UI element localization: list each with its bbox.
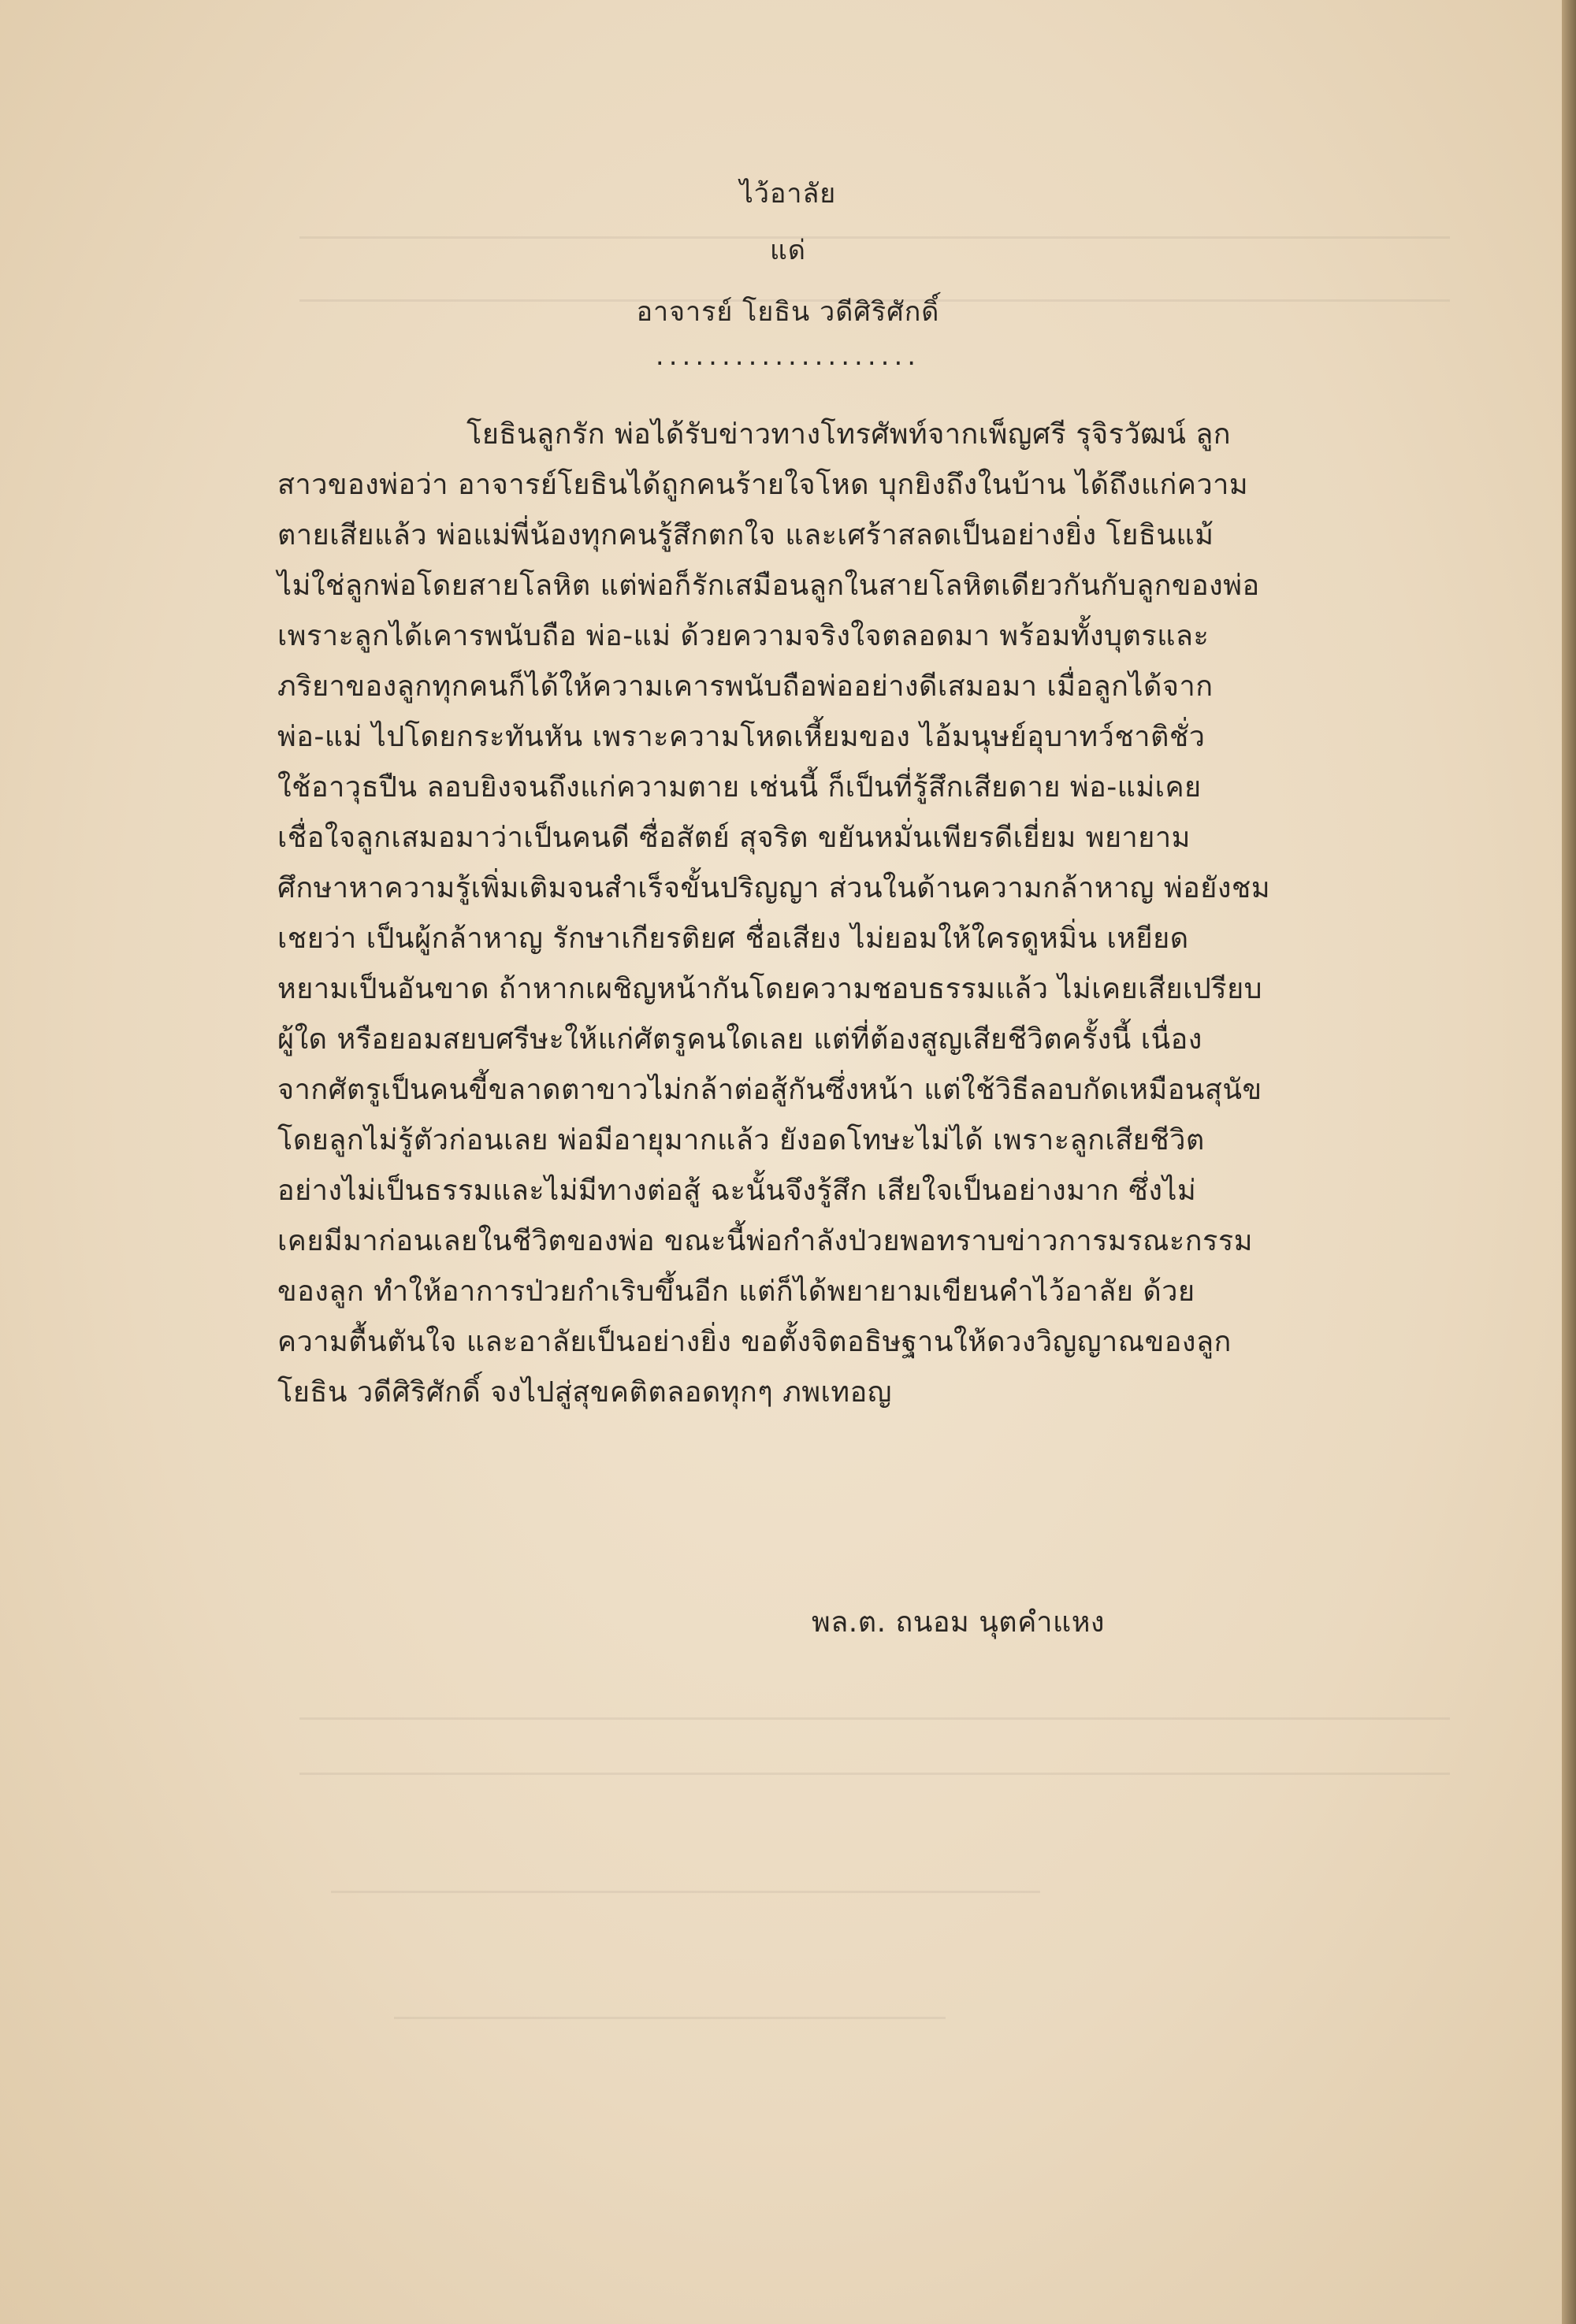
page-edge <box>1562 0 1576 2324</box>
bleed-through-line <box>299 1773 1450 1775</box>
body-line: ความตื้นตันใจ และอาลัยเป็นอย่างยิ่ง ขอตั้งจิตอธิษฐานให้ดวงวิญญาณของลูก <box>277 1326 1232 1358</box>
body-line: โยธิน วดีศิริศักดิ์ จงไปสู่สุขคติตลอดทุกๆ ภพเทอญ <box>277 1376 892 1409</box>
bleed-through-line <box>331 1891 1040 1893</box>
body-line: พ่อ-แม่ ไปโดยกระทันหัน เพราะความโหดเหี้ยมของ ไอ้มนุษย์อุบาทว์ชาติชั่ว <box>277 721 1206 753</box>
body-line: ภริยาของลูกทุกคนก็ได้ให้ความเคารพนับถือพ่ออย่างดีเสมอมา เมื่อลูกได้จาก <box>277 670 1214 703</box>
body-line: ผู้ใด หรือยอมสยบศรีษะให้แก่ศัตรูคนใดเลย แต่ที่ต้องสูญเสียชีวิตครั้งนี้ เนื่อง <box>277 1023 1202 1056</box>
heading-name: อาจารย์ โยธิน วดีศิริศักดิ์ <box>636 296 940 328</box>
body-line: เคยมีมาก่อนเลยในชีวิตของพ่อ ขณะนี้พ่อกำลังป่วยพอทราบข่าวการมรณะกรรม <box>277 1225 1253 1257</box>
eulogy-body <box>277 410 1396 1418</box>
heading-title: ไว้อาลัย <box>739 178 837 210</box>
heading-separator: .................... <box>655 340 921 372</box>
body-line: ไม่ใช่ลูกพ่อโดยสายโลหิต แต่พ่อก็รักเสมือนลูกในสายโลหิตเดียวกันกับลูกของพ่อ <box>277 570 1260 602</box>
signature-name: พล.ต. ถนอม นุตคำแหง <box>812 1606 1105 1639</box>
body-line: เชยว่า เป็นผู้กล้าหาญ รักษาเกียรติยศ ชื่อเสียง ไม่ยอมให้ใครดูหมิ่น เหยียด <box>277 923 1189 955</box>
body-line: อย่างไม่เป็นธรรมและไม่มีทางต่อสู้ ฉะนั้นจึงรู้สึก เสียใจเป็นอย่างมาก ซึ่งไม่ <box>277 1175 1197 1207</box>
body-line: ศึกษาหาความรู้เพิ่มเติมจนสำเร็จขั้นปริญญา ส่วนในด้านความกล้าหาญ พ่อยังชม <box>277 872 1271 904</box>
body-line: หยามเป็นอันขาด ถ้าหากเผชิญหน้ากันโดยความชอบธรรมแล้ว ไม่เคยเสียเปรียบ <box>277 973 1263 1005</box>
body-line: โยธินลูกรัก พ่อได้รับข่าวทางโทรศัพท์จากเพ็ญศรี รุจิรวัฒน์ ลูก <box>466 418 1232 451</box>
bleed-through-line <box>299 1717 1450 1720</box>
body-line: ตายเสียแล้ว พ่อแม่พี่น้องทุกคนรู้สึกตกใจ และเศร้าสลดเป็นอย่างยิ่ง โยธินแม้ <box>277 519 1214 551</box>
bleed-through-line <box>394 2017 946 2019</box>
heading-to: แด่ <box>770 235 806 266</box>
body-line: โดยลูกไม่รู้ตัวก่อนเลย พ่อมีอายุมากแล้ว ยังอดโทษะไม่ได้ เพราะลูกเสียชีวิต <box>277 1124 1205 1156</box>
body-line: จากศัตรูเป็นคนขี้ขลาดตาขาวไม่กล้าต่อสู้กันซึ่งหน้า แต่ใช้วิธีลอบกัดเหมือนสุนัข <box>277 1074 1262 1106</box>
body-line: ใช้อาวุธปืน ลอบยิงจนถึงแก่ความตาย เช่นนี้ ก็เป็นที่รู้สึกเสียดาย พ่อ-แม่เคย <box>277 771 1202 804</box>
body-line: เพราะลูกได้เคารพนับถือ พ่อ-แม่ ด้วยความจริงใจตลอดมา พร้อมทั้งบุตรและ <box>277 620 1210 652</box>
body-line: ของลูก ทำให้อาการป่วยกำเริบขึ้นอีก แต่ก็ได้พยายามเขียนคำไว้อาลัย ด้วย <box>277 1275 1195 1308</box>
body-line: เชื่อใจลูกเสมอมาว่าเป็นคนดี ซื่อสัตย์ สุจริต ขยันหมั่นเพียรดีเยี่ยม พยายาม <box>277 822 1191 854</box>
body-line: สาวของพ่อว่า อาจารย์โยธินได้ถูกคนร้ายใจโหด บุกยิงถึงในบ้าน ได้ถึงแก่ความ <box>277 469 1249 501</box>
